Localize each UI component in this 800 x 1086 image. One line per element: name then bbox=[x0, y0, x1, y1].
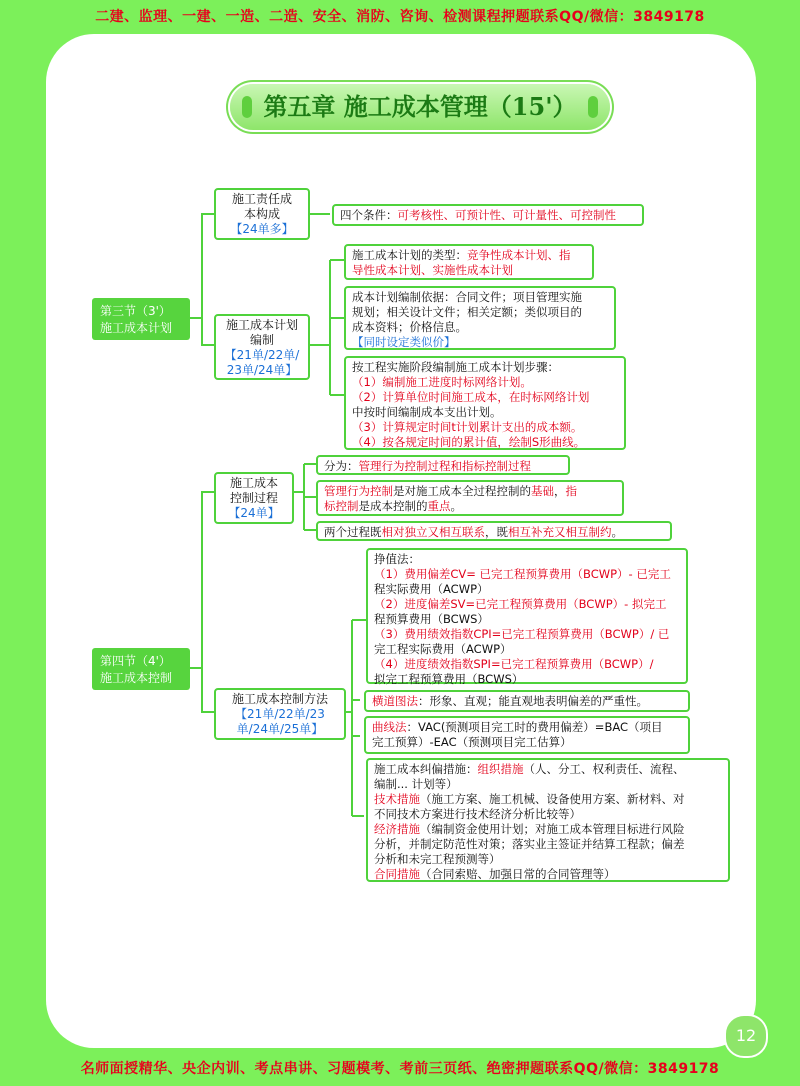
node-control-process bbox=[214, 472, 294, 524]
exam-tag: 单/24单/25单】 bbox=[236, 722, 324, 736]
detail-text: 两个过程既 bbox=[324, 525, 382, 539]
detail-formula: 程实际费用（ACWP） bbox=[374, 582, 489, 596]
detail-plan-types bbox=[344, 244, 594, 280]
detail-text: 。 bbox=[611, 525, 623, 539]
detail-formula: 完工程实际费用（ACWP） bbox=[374, 642, 512, 656]
detail-highlight: 曲线法 bbox=[372, 720, 407, 734]
detail-formula: （2）进度偏差SV=已完工程预算费用（BCWP）- 拟完工 bbox=[374, 597, 667, 611]
node-title: 本构成 bbox=[243, 207, 280, 221]
detail-formula: （4）进度绩效指数SPI=已完工程预算费用（BCWP）/ bbox=[374, 657, 654, 671]
detail-highlight: 竞争性成本计划、指 bbox=[467, 248, 571, 262]
exam-tag: 【24单】 bbox=[228, 506, 280, 520]
detail-highlight: 横道图法 bbox=[372, 694, 418, 708]
detail-highlight: 重点 bbox=[427, 499, 451, 513]
detail-text: ：VAC(预测项目完工时的费用偏差）=BAC（项目 bbox=[406, 720, 663, 734]
detail-text: （编制资金使用计划；对施工成本管理目标进行风险 bbox=[420, 822, 685, 836]
detail-plan-basis bbox=[344, 286, 616, 350]
detail-formula: 程预算费用（BCWS） bbox=[374, 612, 489, 626]
node-title: 控制过程 bbox=[229, 491, 278, 505]
detail-formula: （3）费用绩效指数CPI=已完工程预算费用（BCWP）/ 已 bbox=[374, 627, 670, 641]
exam-tag: 【24单多】 bbox=[230, 222, 294, 236]
detail-highlight: 管理行为控制 bbox=[324, 484, 393, 498]
detail-step: 中按时间编制成本支出计划。 bbox=[352, 405, 502, 419]
page-card bbox=[46, 34, 756, 1048]
bottom-banner: 名师面授精华、央企内训、考点串讲、习题模考、考前三页纸、绝密押题联系QQ/微信：3849178 bbox=[80, 1061, 720, 1077]
node-title: 编制 bbox=[249, 333, 274, 347]
chapter-title: 第五章 施工成本管理（15'） bbox=[263, 92, 577, 121]
section-3-label bbox=[92, 298, 190, 340]
detail-corrective-measures bbox=[366, 758, 730, 882]
detail-text: ：形象、直观；能直观地表明偏差的严重性。 bbox=[418, 694, 648, 708]
detail-text: 编制... 计划等） bbox=[374, 777, 458, 791]
detail-process-relation bbox=[316, 521, 672, 541]
node-title: 施工责任成 bbox=[231, 192, 292, 206]
detail-text: 。 bbox=[450, 499, 462, 513]
section-4-label bbox=[92, 648, 190, 690]
page-number: 12 bbox=[724, 1014, 768, 1058]
detail-label: 挣值法： bbox=[374, 552, 420, 566]
detail-text: 成本计划编制依据：合同文件；项目管理实施 bbox=[352, 290, 582, 304]
detail-text: 不同技术方案进行技术经济分析比较等） bbox=[374, 807, 581, 821]
exam-tag: 【21单/22单/ bbox=[224, 348, 300, 362]
detail-text: 完工预算）-EAC（预测项目完工估算） bbox=[372, 735, 572, 749]
detail-highlight: 相对独立又相互联系 bbox=[381, 525, 485, 539]
detail-step: （3）计算规定时间t计划累计支出的成本额。 bbox=[352, 420, 583, 434]
detail-label: 四个条件： bbox=[340, 208, 398, 222]
section-4-title: 施工成本控制 bbox=[100, 671, 173, 685]
section-4-number: 第四节（4'） bbox=[100, 654, 171, 668]
detail-formula: （1）费用偏差CV= 已完工程预算费用（BCWP）- 已完工 bbox=[374, 567, 671, 581]
detail-text: 是成本控制的 bbox=[358, 499, 428, 513]
detail-formula: 拟完工程预算费用（BCWS） bbox=[374, 672, 524, 686]
node-title: 施工成本控制方法 bbox=[231, 692, 328, 706]
title-ornament-right-icon bbox=[588, 96, 598, 118]
detail-process-division bbox=[316, 455, 570, 475]
title-ornament-left-icon bbox=[242, 96, 252, 118]
detail-text: 是对施工成本全过程控制的 bbox=[393, 484, 531, 498]
node-cost-plan bbox=[214, 314, 310, 380]
detail-highlight: 组织措施 bbox=[477, 762, 524, 776]
detail-label: 按工程实施阶段编制施工成本计划步骤： bbox=[352, 360, 559, 374]
node-title: 施工成本 bbox=[229, 476, 278, 490]
top-banner: 二建、监理、一建、一造、二造、安全、消防、咨询、检测课程押题联系QQ/微信：3849178 bbox=[95, 9, 705, 25]
section-3-title: 施工成本计划 bbox=[100, 321, 173, 335]
detail-text: 成本资料；价格信息。 bbox=[352, 320, 467, 334]
detail-text: ，既 bbox=[485, 525, 508, 539]
detail-curve-method bbox=[364, 716, 690, 754]
detail-text: （人、分工、权利责任、流程、 bbox=[523, 762, 685, 776]
detail-text: （施工方案、施工机械、设备使用方案、新材料、对 bbox=[420, 792, 685, 806]
detail-highlight: 可考核性、可预计性、可计量性、可控制性 bbox=[397, 208, 616, 222]
detail-highlight: 管理行为控制过程和指标控制过程 bbox=[358, 459, 531, 473]
detail-step: （2）计算单位时间施工成本，在时标网络计划 bbox=[352, 390, 590, 404]
detail-bar-chart-method bbox=[364, 690, 690, 712]
detail-step: （1）编制施工进度时标网络计划。 bbox=[352, 375, 532, 389]
detail-earned-value bbox=[366, 548, 688, 684]
exam-tag: 【21单/22单/23 bbox=[235, 707, 325, 721]
detail-highlight: 基础 bbox=[531, 484, 554, 498]
detail-highlight: 合同措施 bbox=[374, 867, 420, 881]
detail-text: 分析，并制定防范性对策；落实业主签证并结算工程款；偏差 bbox=[374, 837, 685, 851]
detail-management-control bbox=[316, 480, 624, 516]
detail-highlight: 导性成本计划、实施性成本计划 bbox=[352, 263, 513, 277]
detail-highlight: 相互补充又相互制约 bbox=[508, 525, 612, 539]
node-cost-composition bbox=[214, 188, 310, 240]
detail-four-conditions bbox=[332, 204, 644, 226]
detail-highlight: 经济措施 bbox=[374, 822, 420, 836]
detail-highlight: 标控制 bbox=[324, 499, 359, 513]
detail-label: 分为： bbox=[324, 459, 359, 473]
chapter-title-banner bbox=[230, 84, 610, 130]
detail-highlight: 指 bbox=[565, 484, 577, 498]
detail-text: 规划；相关设计文件；相关定额；类似项目的 bbox=[352, 305, 582, 319]
detail-step: （4）按各规定时间的累计值，绘制S形曲线。 bbox=[352, 435, 586, 449]
section-3-number: 第三节（3'） bbox=[100, 304, 171, 318]
detail-label: 施工成本计划的类型： bbox=[352, 248, 467, 262]
exam-tag: 【同时设定类似价】 bbox=[352, 335, 456, 349]
detail-label: 施工成本纠偏措施： bbox=[374, 762, 478, 776]
detail-highlight: 技术措施 bbox=[374, 792, 420, 806]
node-control-methods bbox=[214, 688, 346, 740]
detail-text: （合同索赔、加强日常的合同管理等） bbox=[420, 867, 616, 881]
detail-plan-steps bbox=[344, 356, 626, 450]
detail-text: ， bbox=[554, 484, 566, 498]
exam-tag: 23单/24单】 bbox=[226, 363, 298, 377]
node-title: 施工成本计划 bbox=[225, 318, 298, 332]
detail-text: 分析和未完工程预测等） bbox=[374, 852, 501, 866]
